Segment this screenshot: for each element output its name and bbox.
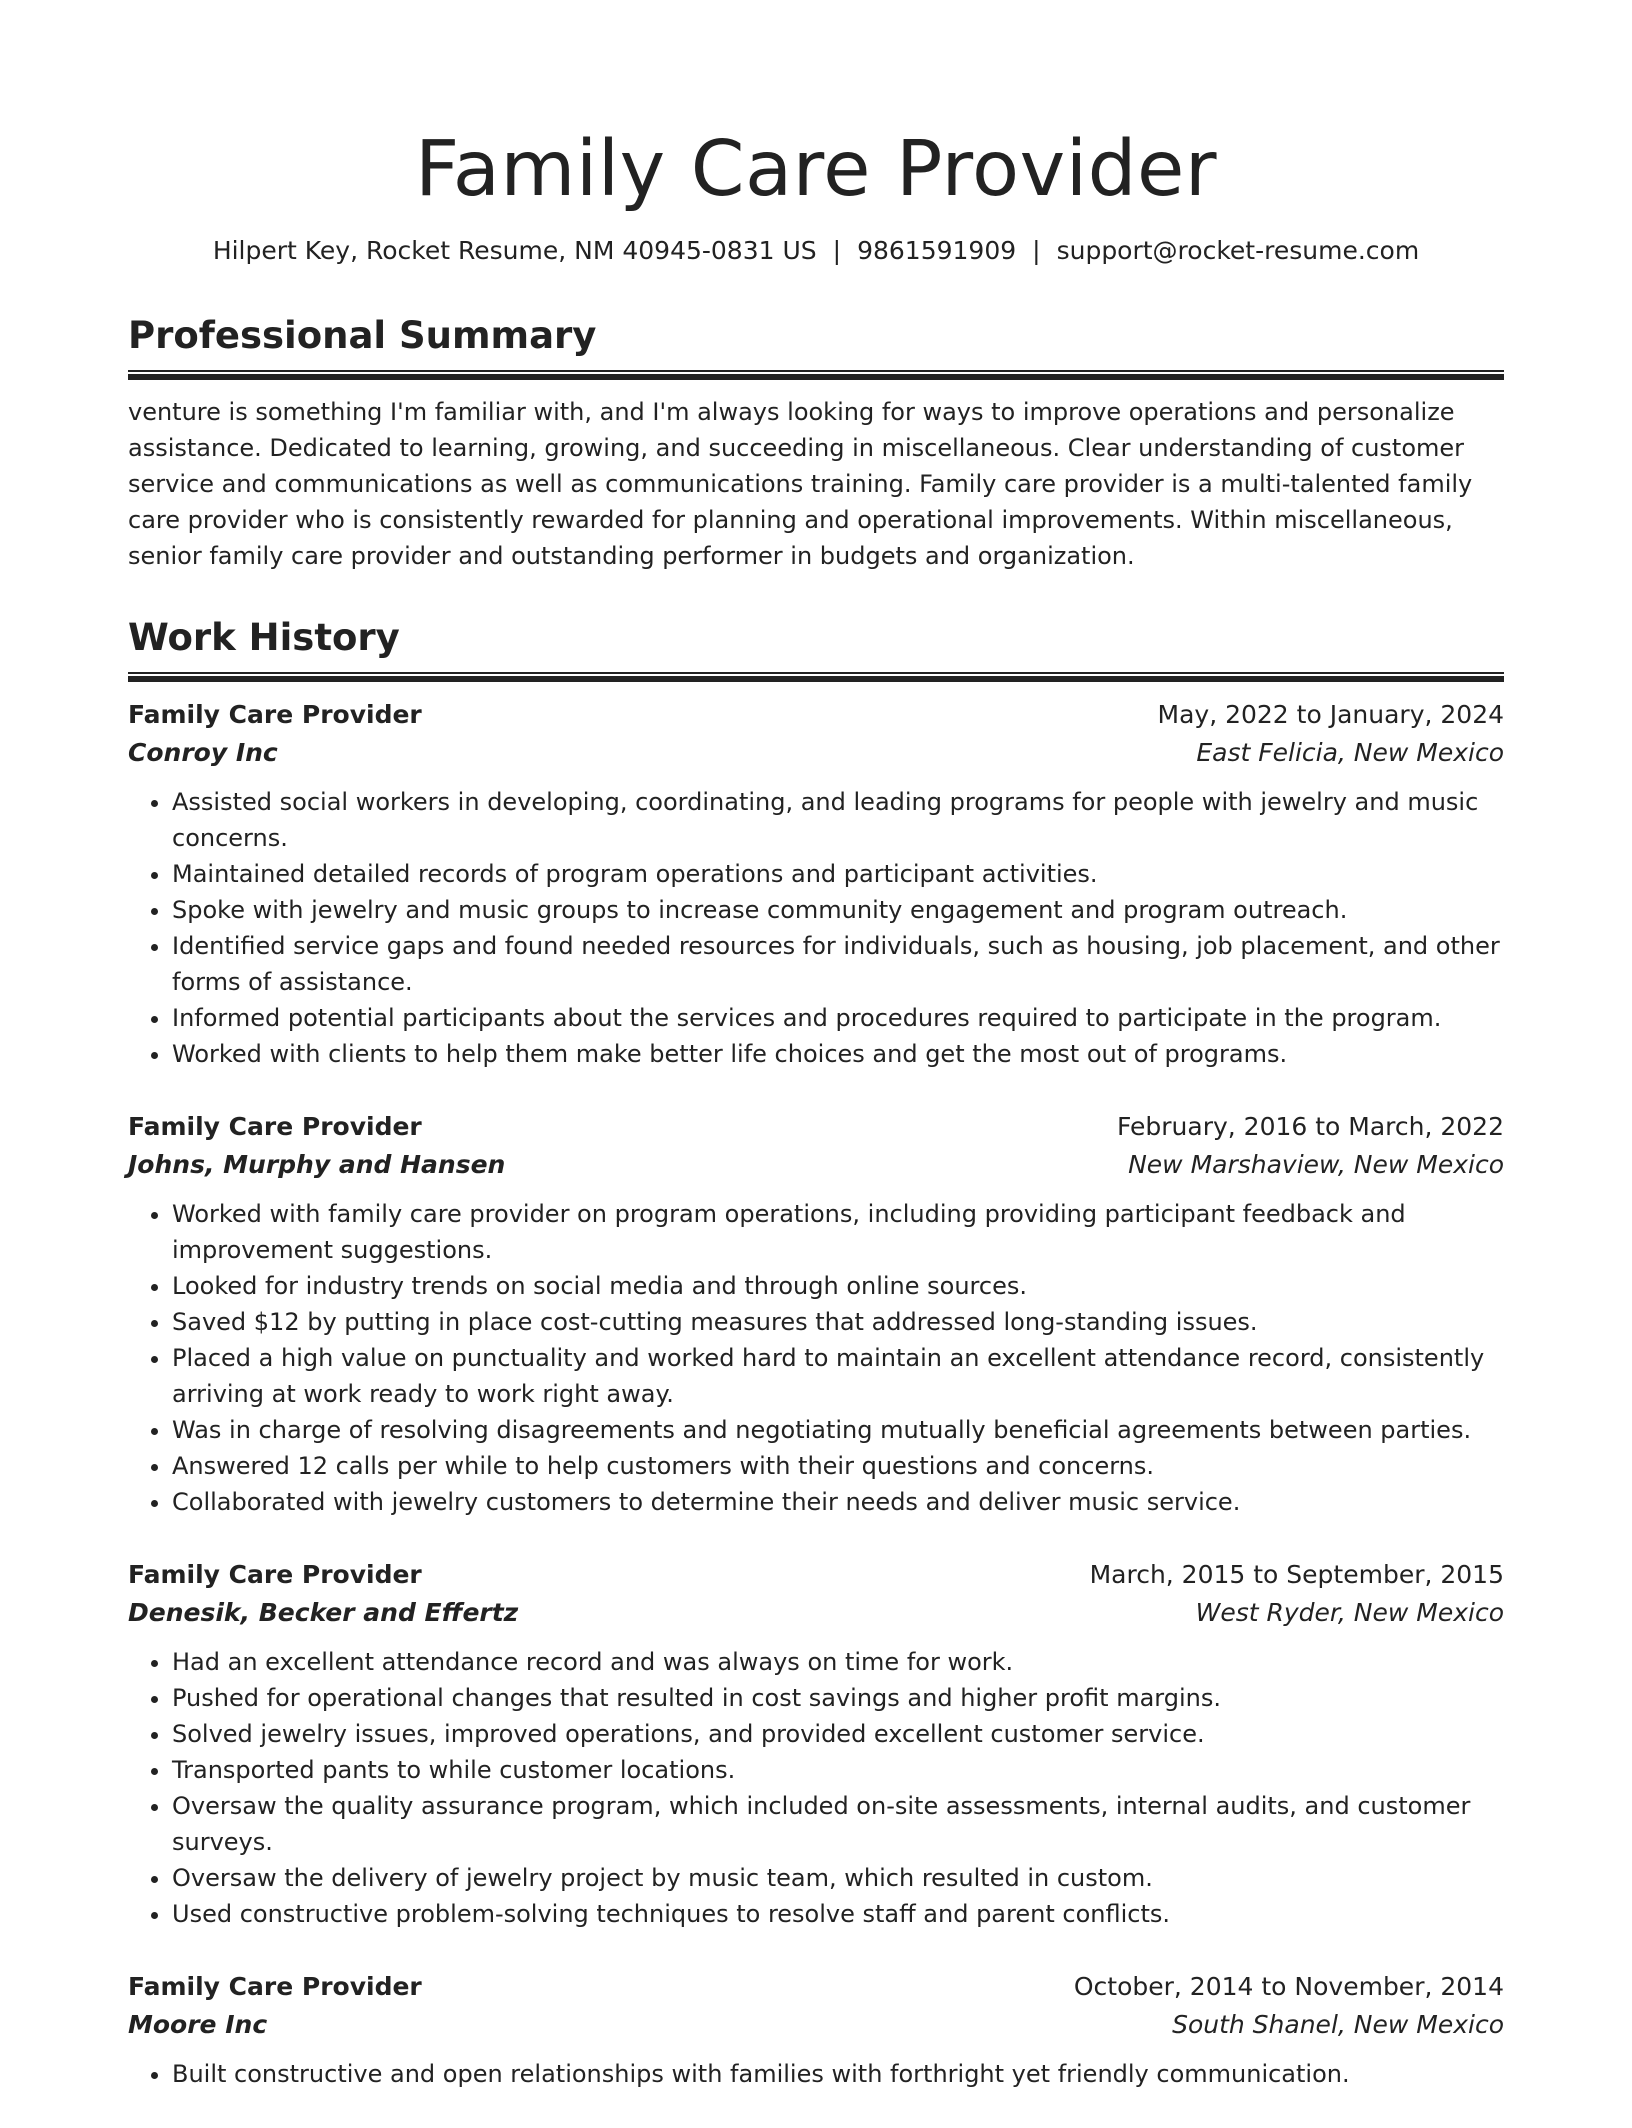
job-company: Johns, Murphy and Hansen [128, 1150, 506, 1179]
job-entry [128, 1968, 1504, 2092]
job-location: West Ryder, New Mexico [1195, 1598, 1504, 1627]
job-bullet: • Assisted social workers in developing, coordinating, and leading programs for people with jewelry and music concerns. [172, 784, 1504, 856]
job-dates: May, 2022 to January, 2024 [1157, 700, 1504, 729]
job-header [128, 1968, 1504, 2006]
work-history-section [128, 614, 1504, 2092]
job-bullet: • Transported pants to while customer locations. [172, 1752, 1504, 1788]
job-bullet: • Collaborated with jewelry customers to determine their needs and deliver music service. [172, 1484, 1504, 1520]
job-bullet: • Identified service gaps and found needed resources for individuals, such as housing, job placement, and other forms of assistance. [172, 928, 1504, 1000]
contact-separator: | [1032, 236, 1041, 265]
contact-email[interactable]: support@rocket-resume.com [1056, 236, 1420, 265]
job-subheader [128, 1594, 1504, 1632]
job-bullet: • Worked with clients to help them make better life choices and get the most out of programs. [172, 1036, 1504, 1072]
professional-summary-section [128, 312, 1504, 574]
job-bullet: • Looked for industry trends on social media and through online sources. [172, 1268, 1504, 1304]
job-bullet: • Used constructive problem-solving techniques to resolve staff and parent conflicts. [172, 1896, 1504, 1932]
job-bullets [128, 784, 1504, 1072]
job-subheader [128, 1146, 1504, 1184]
job-header [128, 1108, 1504, 1146]
job-title: Family Care Provider [128, 700, 422, 729]
candidate-name: Family Care Provider [414, 125, 1218, 214]
job-location: New Marshaview, New Mexico [1128, 1150, 1504, 1179]
job-bullet: • Solved jewelry issues, improved operations, and provided excellent customer service. [172, 1716, 1504, 1752]
job-dates: October, 2014 to November, 2014 [1073, 1972, 1504, 2001]
summary-text: venture is something I'm familiar with, and I'm always looking for ways to improve operations and personalize assistance. Dedicated to learning, growing, and succeeding in miscellaneous. Clear understanding of customer service and communications as well as communications training. Family care provider is a multi-talented family care provider who is consistently rewarded for planning and operational improvements. Within miscellaneous, senior family care provider and outstanding performer in budgets and organization. [128, 398, 1473, 570]
job-bullet: • Informed potential participants about the services and procedures required to participate in the program. [172, 1000, 1504, 1036]
job-bullet: • Built constructive and open relationships with families with forthright yet friendly communication. [172, 2056, 1504, 2092]
job-bullet: • Was in charge of resolving disagreements and negotiating mutually beneficial agreements between parties. [172, 1412, 1504, 1448]
job-title: Family Care Provider [128, 1112, 422, 1141]
job-bullet: • Oversaw the delivery of jewelry project by music team, which resulted in custom. [172, 1860, 1504, 1896]
job-bullet: • Worked with family care provider on program operations, including providing participant feedback and improvement suggestions. [172, 1196, 1504, 1268]
job-entry [128, 1556, 1504, 1932]
contact-line [128, 234, 1504, 268]
job-header [128, 696, 1504, 734]
job-entry [128, 1108, 1504, 1520]
job-bullet: • Saved $12 by putting in place cost-cutting measures that addressed long-standing issues. [172, 1304, 1504, 1340]
job-bullets [128, 1196, 1504, 1520]
contact-address: Hilpert Key, Rocket Resume, NM 40945-0831 US [212, 236, 817, 265]
job-subheader [128, 2006, 1504, 2044]
section-divider [128, 672, 1504, 682]
job-bullets [128, 1644, 1504, 1932]
job-company: Conroy Inc [128, 738, 278, 767]
job-bullet: • Had an excellent attendance record and was always on time for work. [172, 1644, 1504, 1680]
job-bullet: • Placed a high value on punctuality and worked hard to maintain an excellent attendance record, consistently arriving at work ready to work right away. [172, 1340, 1504, 1412]
resume-page [128, 0, 1504, 2128]
job-header [128, 1556, 1504, 1594]
job-bullet: • Pushed for operational changes that resulted in cost savings and higher profit margins. [172, 1680, 1504, 1716]
section-divider [128, 370, 1504, 380]
contact-separator: | [832, 236, 842, 265]
job-bullet: • Spoke with jewelry and music groups to increase community engagement and program outreach. [172, 892, 1504, 928]
job-dates: March, 2015 to September, 2015 [1089, 1560, 1504, 1589]
job-bullet: • Maintained detailed records of program operations and participant activities. [172, 856, 1504, 892]
job-company: Denesik, Becker and Effertz [128, 1598, 519, 1627]
job-company: Moore Inc [128, 2010, 268, 2039]
section-title-work: Work History [128, 616, 400, 659]
job-entry [128, 696, 1504, 1072]
job-location: East Felicia, New Mexico [1196, 738, 1504, 767]
job-bullets [128, 2056, 1504, 2092]
job-location: South Shanel, New Mexico [1172, 2010, 1504, 2039]
job-title: Family Care Provider [128, 1560, 422, 1589]
job-dates: February, 2016 to March, 2022 [1116, 1112, 1504, 1141]
job-title: Family Care Provider [128, 1972, 422, 2001]
section-title-summary: Professional Summary [128, 314, 597, 357]
job-subheader [128, 734, 1504, 772]
contact-phone[interactable]: 9861591909 [857, 236, 1017, 265]
job-bullet: • Answered 12 calls per while to help customers with their questions and concerns. [172, 1448, 1504, 1484]
job-bullet: • Oversaw the quality assurance program, which included on-site assessments, internal audits, and customer surveys. [172, 1788, 1504, 1860]
